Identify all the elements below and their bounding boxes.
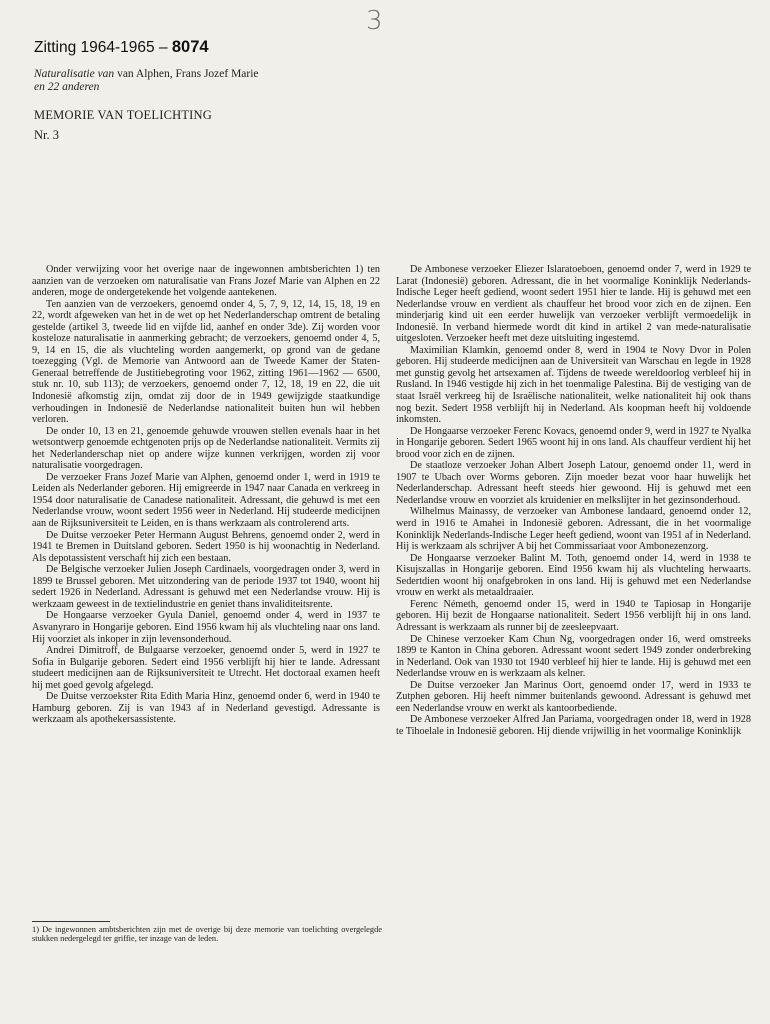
paragraph: De staatloze verzoeker Johan Albert Joseph Latour, genoemd onder 11, werd in 1907 te Ubach over Worms geboren. Zijn moeder bezat voor haar huwelijk het Nederlanderschap. Adressant heeft steeds hier gewoond. Hij is gehuwd met een Nederlandse vrouw en voorziet als kruidenier en melkslijter in het gezinsonderhoud. (396, 460, 751, 506)
paragraph: De Belgische verzoeker Julien Joseph Cardinaels, voorgedragen onder 3, werd in 1899 te Brussel geboren. Met uitzondering van de periode 1937 tot 1940, woont hij sedert 1926 in Nederland. Adressant is gehuwd met een Nederlandse vrouw. Hij is werkzaam geweest in de textielindustrie en geniet thans invaliditeitsrente. (32, 564, 380, 610)
paragraph: Maximilian Klamkin, genoemd onder 8, werd in 1904 te Novy Dvor in Polen geboren. Hij studeerde medicijnen aan de Universiteit van Warschau en legde in 1928 met gunstig gevolg het artsexamen af. Tijdens de tweede wereldoorlog verbleef hij in Rusland. In 1946 vestigde hij zich in het toenmalige Palestina. Bij de vestiging van de staat Israël verkreeg hij de Israëlische nationaliteit, welke nationaliteit hij ook thans nog bezit. Sedert 1958 verblijft hij in Nederland. Als koopman heeft hij voldoende inkomsten. (396, 344, 751, 426)
paragraph: De Hongaarse verzoeker Balint M. Toth, genoemd onder 14, werd in 1938 te Kisujszallas in Hongarije geboren. Eind 1956 kwam hij als vluchteling herwaarts. Sedertdien woont hij onafgebroken in ons land. Hij is gehuwd met een Nederlandse vrouw en werkt als metaaldraaier. (396, 552, 751, 599)
left-column (32, 264, 380, 726)
document-type: MEMORIE VAN TOELICHTING (34, 108, 212, 122)
document-part-number: Nr. 3 (34, 128, 59, 142)
paragraph: De verzoeker Frans Jozef Marie van Alphen, genoemd onder 1, werd in 1919 te Leiden als Nederlander geboren. Hij emigreerde in 1947 naar Canada en verkreeg in 1954 door naturalisatie de Canadese nationaliteit. Adressant, die gehuwd is met een Nederlandse vrouw, woont sedert 1956 weer in Nederland. Hij studeerde medicijnen aan de Rijksuniversiteit te Leiden, en is thans werkzaam als controlerend arts. (32, 471, 380, 530)
paragraph: De Duitse verzoeker Jan Marinus Oort, genoemd onder 17, werd in 1933 te Zutphen geboren. Hij heeft nimmer buitenlands gewoond. Adressant is gehuwd met een Nederlandse vrouw en werkt als kantoorbediende. (396, 679, 751, 714)
paragraph: De Hongaarse verzoeker Ferenc Kovacs, genoemd onder 9, werd in 1927 te Nyalka in Hongarije geboren. Sedert 1965 woont hij in ons land. Als chauffeur verdient hij het brood voor zich en de zijnen. (396, 425, 751, 460)
paragraph: De Duitse verzoekster Rita Edith Maria Hinz, genoemd onder 6, werd in 1940 te Hamburg geboren. Zij is van 1943 af in Nederland gevestigd. Adressante is werkzaam als apothekersassistente. (32, 691, 380, 726)
session-label: Zitting 1964-1965 – (34, 39, 172, 56)
paragraph: De Chinese verzoeker Kam Chun Ng, voorgedragen onder 16, werd omstreeks 1899 te Kanton in China geboren. Adressant woont sedert 1949 zonder onderbreking in Nederland. Ook van 1930 tot 1940 verbleef hij hier te lande. Hij is gehuwd met een Nederlandse vrouw en is werkzaam als kelner. (396, 633, 751, 680)
footnote: 1) De ingewonnen ambtsberichten zijn met de overige bij deze memorie van toelichting overgelegde stukken nedergelegd ter griffie, ter inzage van de leden. (32, 925, 382, 944)
paragraph: De Ambonese verzoeker Alfred Jan Pariama, voorgedragen onder 18, werd in 1928 te Tihoelale in Indonesië geboren. Hij diende vrijwillig in het voormalige Koninklijk (396, 714, 751, 737)
subject-italic-2: en 22 anderen (34, 81, 100, 93)
document-number: 8074 (171, 38, 209, 56)
subject-italic-1: Naturalisatie van (34, 68, 115, 80)
paragraph: Andrei Dimitroff, de Bulgaarse verzoeker, genoemd onder 5, werd in 1927 te Sofia in Bulgarije geboren. Sedert eind 1956 verblijft hij hier te lande. Adressant studeert medicijnen aan de Rijksuniversiteit te Utrecht. Het doctoraal examen heeft hij met goed gevolg afgelegd. (32, 645, 380, 691)
footnote-rule (32, 921, 110, 922)
paragraph: De Duitse verzoeker Peter Hermann August Behrens, genoemd onder 2, werd in 1941 te Bremen in Duitsland geboren. Sedert 1950 is hij woonachtig in Nederland. Als depotassistent verschaft hij zich een bestaan. (32, 529, 380, 564)
document-title (34, 38, 209, 57)
handwritten-page-mark: 3 (366, 6, 383, 36)
subject-name: van Alphen, Frans Jozef Marie (114, 68, 259, 80)
paragraph: Ten aanzien van de verzoekers, genoemd onder 4, 5, 7, 9, 12, 14, 15, 18, 19 en 22, wordt afgeweken van het in de wet op het Nederlanderschap omtrent de betaling gestelde (artikel 3, tweede lid en vijfde lid, aanhef en onder 3de). Zij worden voor kosteloze naturalisatie in aanmerking gebracht; de verzoekers, genoemd onder 4, 5, 9, 14 en 15, die als vluchteling worden aangemerkt, op grond van de gedane toezegging (Vgl. de Memorie van Antwoord aan de Tweede Kamer der Staten-Generaal betreffende de Justitiebegroting voor 1962, zitting 1961—1962 — 6500, stuk nr. 10, sub 113); de verzoekers, genoemd onder 7, 12, 18, 19 en 22, die uit Indonesië afkomstig zijn, omdat zij door de in 1949 gewijzigde staatkundige verhoudingen in Indonesië de Nederlandse nationaliteit buiten hun wil hebben verloren. (32, 298, 380, 426)
document-subject (34, 68, 259, 94)
right-column (396, 264, 751, 737)
paragraph: Wilhelmus Mainassy, de verzoeker van Ambonese landaard, genoemd onder 12, werd in 1916 te Amahei in Indonesië geboren. Adressant, die in het voormalige Koninklijk Nederlands-Indische Leger heeft gediend, woont van 1951 af in Nederland. Hij is werkzaam als schrijver A bij het Commissariaat voor Ambonezenzorg. (396, 506, 751, 553)
paragraph: Onder verwijzing voor het overige naar de ingewonnen ambtsberichten 1) ten aanzien van de verzoeken om naturalisatie van Frans Jozef Marie van Alphen en 22 anderen, moge de ondergetekende het volgende aantekenen. (32, 264, 380, 299)
paragraph: De onder 10, 13 en 21, genoemde gehuwde vrouwen stellen evenals haar in het wetsontwerp genoemde echtgenoten prijs op de Nederlandse nationaliteit. Vermits zij het Nederlanderschap niet op andere wijze kunnen verkrijgen, worden zij voor naturalisatie voorgedragen. (32, 425, 380, 472)
paragraph: Ferenc Németh, genoemd onder 15, werd in 1940 te Tapiosap in Hongarije geboren. Hij bezit de Hongaarse nationaliteit. Sedert 1956 verblijft hij in ons land. Adressant is werkzaam als runner bij de zeesleepvaart. (396, 598, 751, 633)
paragraph: De Hongaarse verzoeker Gyula Daniel, genoemd onder 4, werd in 1937 te Asvanyraro in Hongarije geboren. Eind 1956 kwam hij als vluchteling naar ons land. Hij voorziet als inkoper in zijn levensonderhoud. (32, 610, 380, 645)
paragraph: De Ambonese verzoeker Eliezer Islaratoeboen, genoemd onder 7, werd in 1929 te Larat (Indonesië) geboren. Adressant, die in het voormalige Koninklijk Nederlands-Indische Leger heeft gediend, woont sedert 1951 hier te lande. Hij is gehuwd met een Nederlandse vrouw en verdient als chauffeur het brood voor zich en de zijnen. Een minderjarig kind uit een eerder huwelijk van verzoeker verblijft vermoedelijk in Indonesië. In verband hiermede wordt dit kind in artikel 2 van mede-naturalisatie uitgesloten. Verzoeker heeft met deze uitsluiting ingestemd. (396, 264, 751, 345)
